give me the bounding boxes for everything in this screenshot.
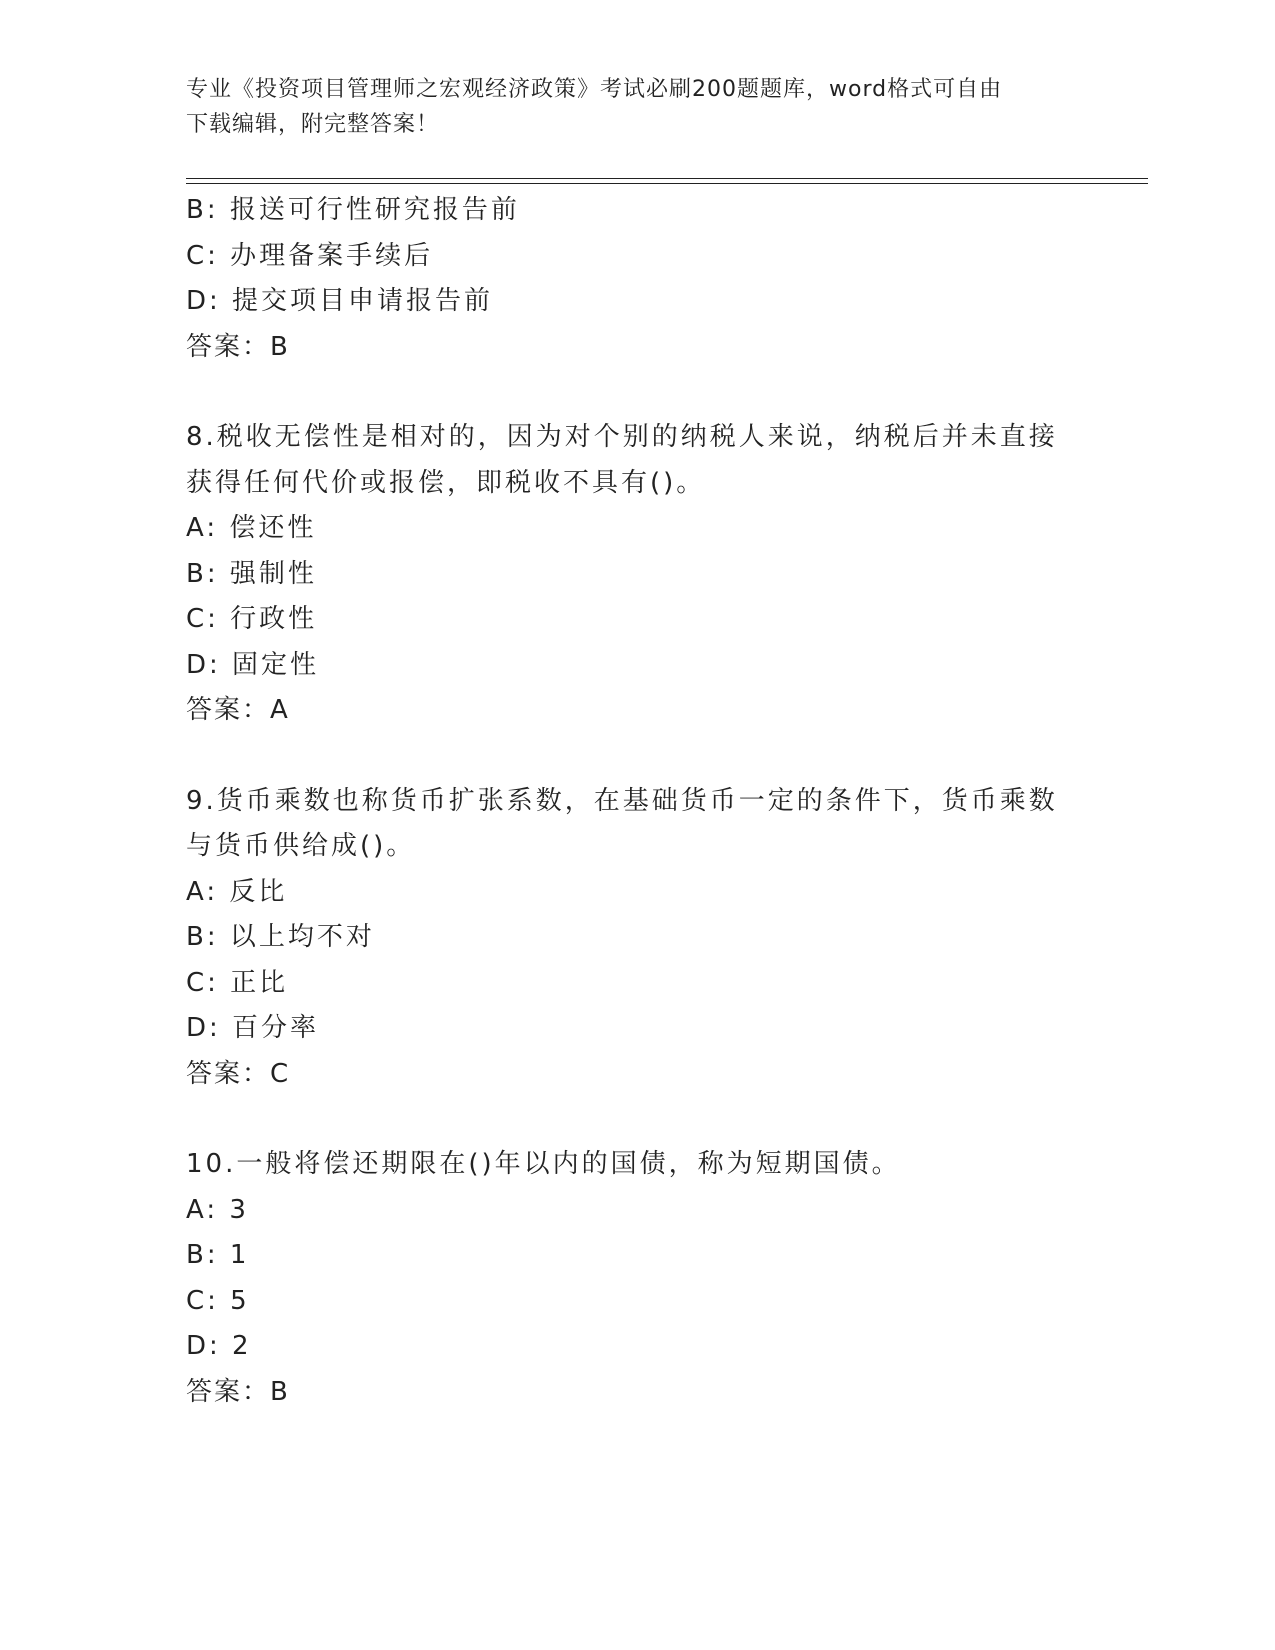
option-b: B: 报送可行性研究报告前 — [186, 195, 520, 225]
question-stem-line: 10.一般将偿还期限在()年以内的国债，称为短期国债。 — [186, 1149, 901, 1179]
question-stem-line: 与货币供给成()。 — [186, 831, 416, 861]
answer-text: 答案：B — [186, 331, 290, 362]
option-d: D: 2 — [186, 1331, 252, 1361]
question-8 — [186, 415, 1086, 734]
question-continued — [186, 188, 1086, 370]
question-list — [186, 188, 1086, 1460]
header-divider-top — [186, 178, 1148, 179]
answer-text: 答案：C — [186, 1058, 291, 1089]
answer-text: 答案：A — [186, 695, 290, 725]
question-stem — [186, 779, 1086, 870]
question-stem-line: 9.货币乘数也称货币扩张系数，在基础货币一定的条件下，货币乘数 — [186, 785, 1058, 816]
option-d: D: 固定性 — [186, 649, 320, 680]
header-divider-bottom — [186, 183, 1148, 184]
document-header — [186, 72, 1066, 142]
option-a: A: 偿还性 — [186, 513, 317, 543]
question-9 — [186, 779, 1086, 1098]
option-c: C: 正比 — [186, 967, 289, 998]
answer-text: 答案：B — [186, 1376, 290, 1407]
header-line-1: 专业《投资项目管理师之宏观经济政策》考试必刷200题题库，word格式可自由 — [186, 77, 1003, 102]
option-b: B: 强制性 — [186, 558, 317, 589]
option-c: C: 办理备案手续后 — [186, 240, 434, 271]
question-stem — [186, 415, 1086, 506]
option-c: C: 5 — [186, 1285, 250, 1316]
option-c: C: 行政性 — [186, 604, 318, 634]
option-d: D: 百分率 — [186, 1013, 320, 1043]
option-a: A: 3 — [186, 1194, 249, 1225]
header-line-2: 下载编辑，附完整答案！ — [186, 112, 440, 137]
question-stem — [186, 1142, 1086, 1188]
question-10 — [186, 1142, 1086, 1415]
question-stem-line: 8.税收无偿性是相对的，因为对个别的纳税人来说，纳税后并未直接 — [186, 422, 1058, 452]
option-d: D: 提交项目申请报告前 — [186, 286, 494, 316]
option-b: B: 1 — [186, 1240, 250, 1270]
option-b: B: 以上均不对 — [186, 922, 375, 952]
option-a: A: 反比 — [186, 876, 288, 907]
question-stem-line: 获得任何代价或报偿，即税收不具有()。 — [186, 467, 706, 498]
